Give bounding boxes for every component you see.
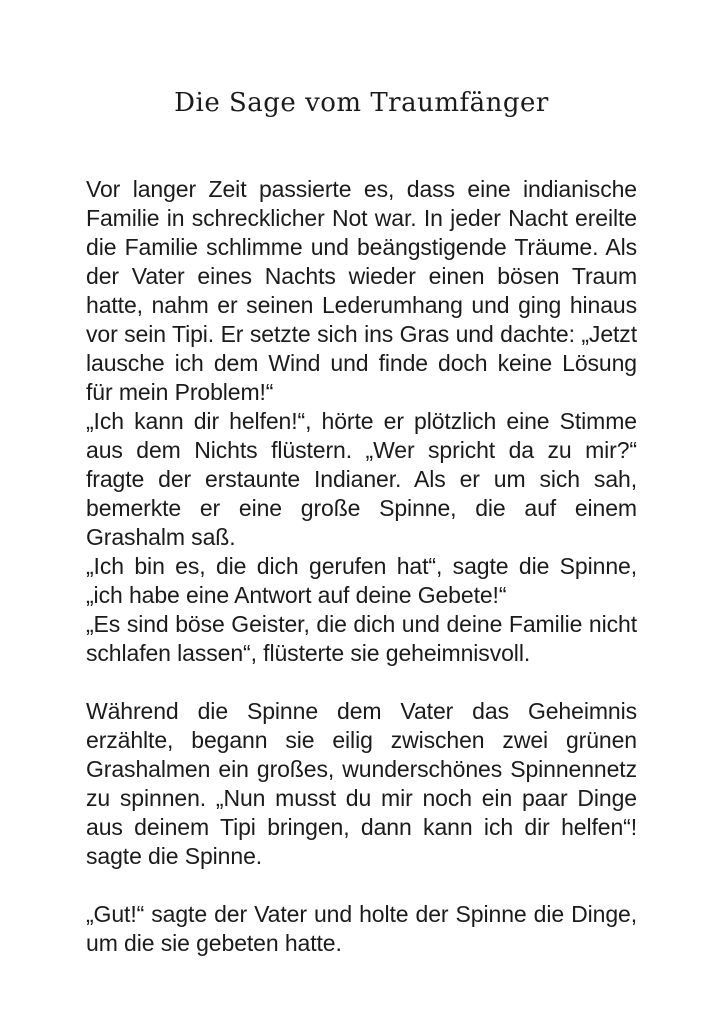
story-paragraph-4: „Es sind böse Geister, die dich und deine Familie nicht schlafen lassen“, flüsterte sie geheimnisvoll. [86,611,637,666]
story-paragraph-5: Während die Spinne dem Vater das Geheimnis erzählte, begann sie eilig zwischen zwei grünen Grashalmen ein großes, wunderschönes Spinnennetz zu spinnen. „Nun musst du mir noch ein paar Dinge aus deinem Tipi bringen, dann kann ich dir helfen“! sagte die Spinne. [86,698,637,869]
paragraph-spacer [86,668,637,697]
document-body [86,175,637,958]
document-title: Die Sage vom Traumfänger [174,88,549,118]
story-paragraph-6: „Gut!“ sagte der Vater und holte der Spinne die Dinge, um die sie gebeten hatte. [86,901,637,956]
story-paragraph-1: Vor langer Zeit passierte es, dass eine indianische Familie in schrecklicher Not war. In jeder Nacht ereilte die Familie schlimme und beängstigende Träume. Als der Vater eines Nachts wieder einen bösen Traum hatte, nahm er seinen Lederumhang und ging hinaus vor sein Tipi. Er setzte sich ins Gras und dachte: „Jetzt lausche ich dem Wind und finde doch keine Lösung für mein Problem!“ [86,176,637,405]
story-paragraph-3: „Ich bin es, die dich gerufen hat“, sagte die Spinne, „ich habe eine Antwort auf deine Gebete!“ [86,553,637,608]
paragraph-spacer [86,871,637,900]
story-paragraph-2: „Ich kann dir helfen!“, hörte er plötzlich eine Stimme aus dem Nichts flüstern. „Wer spricht da zu mir?“ fragte der erstaunte Indianer. Als er um sich sah, bemerkte er eine große Spinne, die auf einem Grashalm saß. [86,408,637,550]
